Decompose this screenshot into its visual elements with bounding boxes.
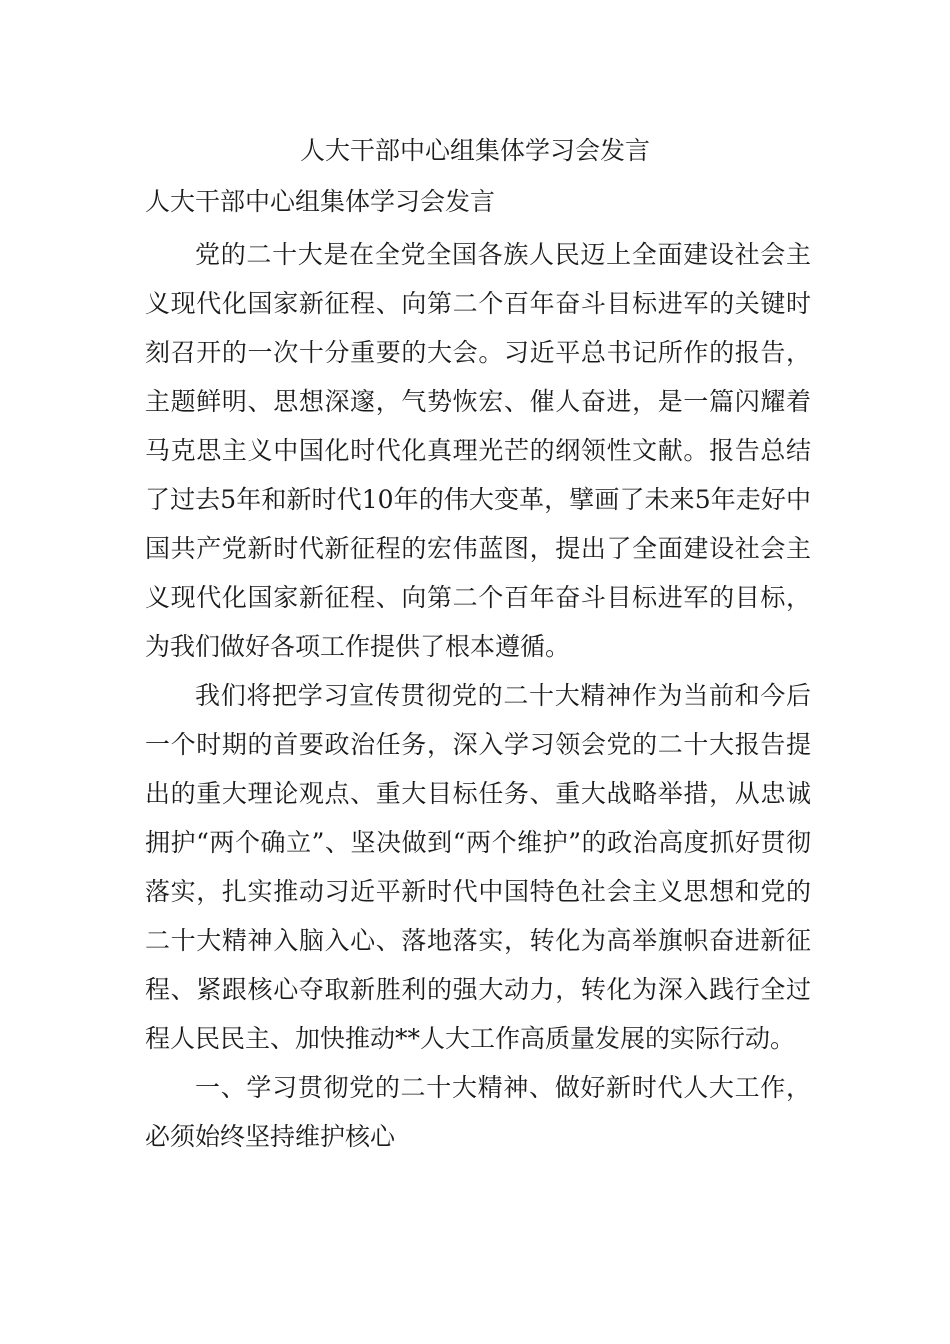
- section-heading-1: 一、学习贯彻党的二十大精神、做好新时代人大工作，必须始终坚持维护核心: [145, 1073, 811, 1151]
- paragraph-2: 我们将把学习宣传贯彻党的二十大精神作为当前和今后一个时期的首要政治任务，深入学习领会党的二十大报告提出的重大理论观点、重大目标任务、重大战略举措，从忠诚拥护“两个确立”、坚决做到“两个维护”的政治高度抓好贯彻落实，扎实推动习近平新时代中国特色社会主义思想和党的二十大精神入脑入心、落地落实，转化为高举旗帜奋进新征程、紧跟核心夺取新胜利的强大动力，转化为深入践行全过程人民民主、加快推动**人大工作高质量发展的实际行动。: [145, 681, 811, 1053]
- document-subtitle: 人大干部中心组集体学习会发言: [145, 187, 496, 216]
- document-title: 人大干部中心组集体学习会发言: [299, 136, 650, 165]
- paragraph-1: 党的二十大是在全党全国各族人民迈上全面建设社会主义现代化国家新征程、向第二个百年奋斗目标进军的关键时刻召开的一次十分重要的大会。习近平总书记所作的报告，主题鲜明、思想深邃，气势恢宏、催人奋进，是一篇闪耀着马克思主义中国化时代化真理光芒的纲领性文献。报告总结了过去5年和新时代10年的伟大变革，擘画了未来5年走好中国共产党新时代新征程的宏伟蓝图，提出了全面建设社会主义现代化国家新征程、向第二个百年奋斗目标进军的目标，为我们做好各项工作提供了根本遵循。: [145, 240, 811, 661]
- document-body: [145, 183, 811, 1161]
